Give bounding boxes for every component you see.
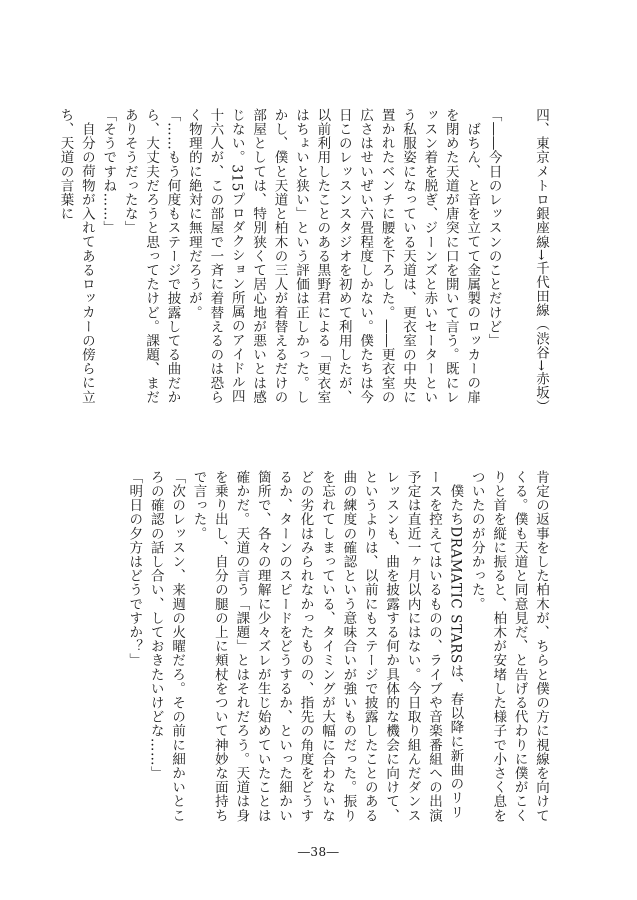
paragraph: 「明日の夕方はどうですか？」 [126,470,143,668]
section-heading: 四、東京メトロ銀座線→千代田線（渋谷→赤坂） [533,108,549,414]
paragraph: 自分の荷物が入れてあるロッカーの傍らに立ち、天道の言葉に [57,108,95,404]
paragraph: 「そうですね……」 [100,108,117,235]
paragraph: 「……もう何度もステージで披露してる曲だから、大丈夫だろうと思ってたけど。課題、まだありそうだったな」 [121,108,181,405]
paragraph: 「次のレッスン、来週の火曜だろ。その前に細かいところの確認の話し合い、しておきたいけどな……」 [147,470,186,823]
paragraph: 僕たちDRAMATIC STARSは、春以降に新曲のリリースを控えてはいるものの、ライブや音楽番組への出演予定は直近一ヶ月以内にはない。今日取り組んだダンスレッスンも、曲を披露する何か具体的な機会に向けて、というよりは、以前にもステージで披露したことのある曲の練度の確認という意味合いが強いものだった。振りを忘れてしまっている、タイミングが大幅に合わないなどの劣化はみられなかったものの、指先の角度をどうするか、ターンのスピードをどうするか、といった細かい箇所で、各々の理解に少々ズレが生じ始めていたことは確かだ。天道の言う「課題」とはそれだろう。天道は身を乗り出し、自分の腿の上に頬杖をついて神妙な面持ちで言った。 [190,470,464,823]
paragraph: ばちん、と音を立てて金属製のロッカーの扉を閉めた天道が唐突に口を開いて言う。既にレッスン着を脱ぎ、ジーンズと赤いセーターという私服姿になっている天道は、更衣室の中央に置かれたベンチに腰を下ろした。――更衣室の広さはせいぜい六畳程度しかない。僕たちは今日このレッスンスタジオを初めて利用したが、以前利用したことのある黒野君による「更衣室はちょいと狭い」という評価は正しかった。しかし、僕と天道と柏木の三人が着替えるだけの部屋としては、特別狭くて居心地が悪いとは感じない。315プロダクション所属のアイドル四十六人が、この部屋で一斉に着替えるのは恐らく物理的に絶対に無理だろうが。 [185,108,481,405]
lower-text-block [81,470,551,826]
paragraph: 肯定の返事をした柏木が、ちらと僕の方に視線を向けてくる。僕も天道と同意見だ、と告げる代わりに僕がこくりと首を縦に振ると、柏木が安堵した様子で小さく息をついたのが分かった。 [468,470,549,823]
upper-text-block [57,108,551,414]
paragraph: 「――今日のレッスンのことだけど」 [485,108,502,348]
page-number: ―38― [297,845,340,859]
